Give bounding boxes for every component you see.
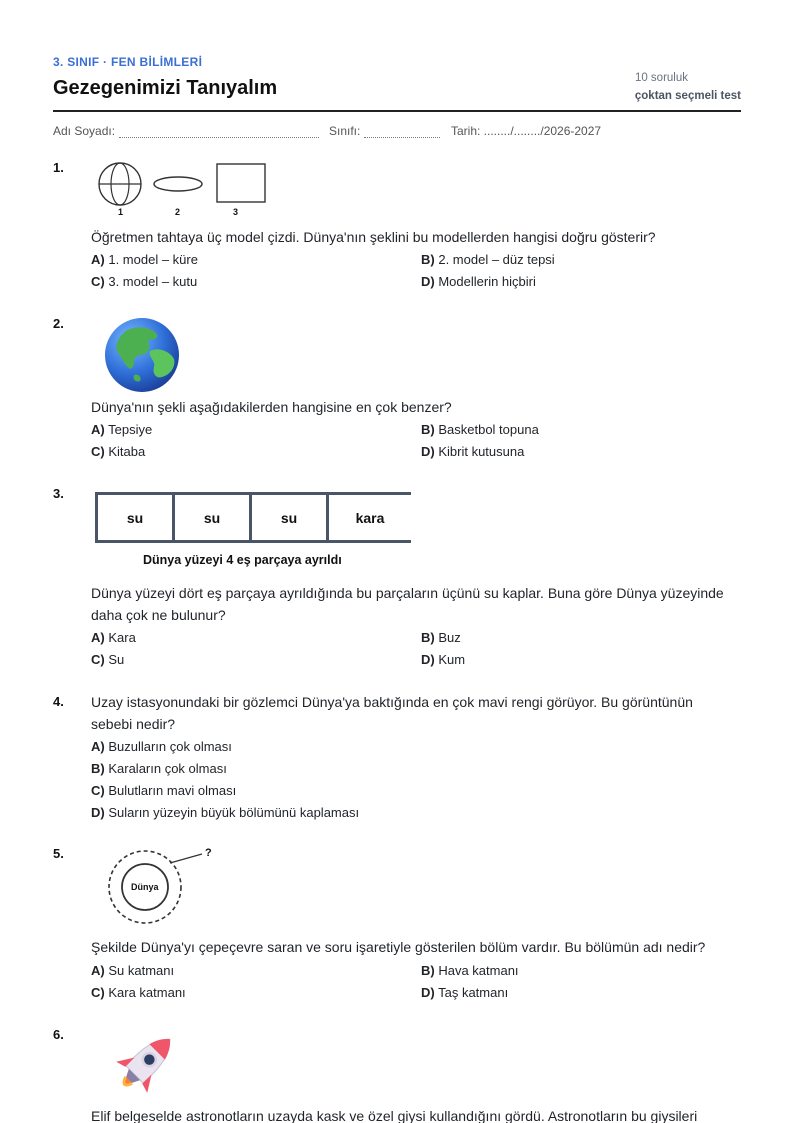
page-title: Gezegenimizi Tanıyalım <box>53 77 278 99</box>
option-c[interactable]: C) Kitaba <box>91 444 146 459</box>
option-c[interactable]: C) 3. model – kutu <box>91 274 198 289</box>
option-a[interactable]: A) Tepsiye <box>91 422 153 437</box>
strip-caption: Dünya yüzeyi 4 eş parçaya ayrıldı <box>143 553 342 567</box>
question-stem: Elif belgeselde astronotların uzayda kask ve özel giysi kullandığını gördü. Astronotların bu giysileri <box>91 1108 698 1123</box>
option-c[interactable]: C) Bulutların mavi olması <box>91 783 237 798</box>
option-d[interactable]: D) Taş katmanı <box>421 985 509 1000</box>
surface-strip <box>95 492 411 543</box>
class-label: Sınıfı: <box>329 124 361 138</box>
question-number: 5. <box>53 846 64 861</box>
date-label: Tarih: ......../......../2026-2027 <box>451 124 602 138</box>
question-count: 10 soruluk <box>634 72 688 84</box>
atmosphere-figure <box>104 845 219 927</box>
flat-disc-model-icon <box>154 177 202 191</box>
question-stem-line2: daha çok ne bulunur? <box>91 607 226 623</box>
option-d[interactable]: D) Modellerin hiçbiri <box>421 274 536 289</box>
question-stem: Dünya'nın şekli aşağıdakilerden hangisine en çok benzer? <box>91 399 452 415</box>
option-b[interactable]: B) Hava katmanı <box>421 963 519 978</box>
option-c[interactable]: C) Su <box>91 652 125 667</box>
option-a[interactable]: A) Buzulların çok olması <box>91 739 232 754</box>
name-blank[interactable] <box>119 128 319 138</box>
option-c[interactable]: C) Kara katmanı <box>91 985 186 1000</box>
date-field[interactable] <box>451 124 601 138</box>
option-a[interactable]: A) Kara <box>91 630 136 645</box>
class-blank[interactable] <box>364 128 440 138</box>
sphere-model-icon <box>99 163 141 205</box>
question-stem-line1: Dünya yüzeyi dört eş parçaya ayrıldığında bu parçaların üçünü su kaplar. Buna göre Dünya yüzeyinde <box>91 585 724 601</box>
figure-label-3: 3 <box>233 207 239 217</box>
earth-label: Dünya <box>131 882 159 892</box>
option-b[interactable]: B) 2. model – düz tepsi <box>421 252 555 267</box>
option-a[interactable]: A) Su katmanı <box>91 963 175 978</box>
strip-cell-water: su <box>175 495 252 540</box>
option-d[interactable]: D) Kum <box>421 652 466 667</box>
pointer-line <box>170 854 202 863</box>
option-a[interactable]: A) 1. model – küre <box>91 252 198 267</box>
figure-label-2: 2 <box>175 207 181 217</box>
question-number: 4. <box>53 694 64 709</box>
strip-cell-water: su <box>252 495 329 540</box>
figure-label-1: 1 <box>118 207 124 217</box>
shape-models-figure <box>95 160 270 210</box>
strip-cell-land: kara <box>355 509 385 526</box>
question-number: 2. <box>53 316 64 331</box>
strip-cell-water: su <box>98 495 175 540</box>
option-b[interactable]: B) Buz <box>421 630 461 645</box>
header-divider <box>53 110 741 112</box>
question-stem: Öğretmen tahtaya üç model çizdi. Dünya'nın şeklini bu modellerden hangisi doğru gösterir? <box>91 229 656 245</box>
grade-subject: 3. SINIF · FEN BİLİMLERİ <box>53 55 203 69</box>
test-type: çoktan seçmeli test <box>634 90 741 102</box>
rocket-icon <box>102 1026 184 1106</box>
question-stem-line2: sebebi nedir? <box>91 716 176 732</box>
name-field[interactable] <box>53 124 319 138</box>
name-label: Adı Soyadı: <box>53 124 116 138</box>
question-stem-line1: Uzay istasyonundaki bir gözlemci Dünya'ya baktığında en çok mavi rengi görüyor. Bu görüntünün <box>91 694 693 710</box>
option-b[interactable]: B) Karaların çok olması <box>91 761 227 776</box>
class-field[interactable] <box>329 124 440 138</box>
option-d[interactable]: D) Kibrit kutusuna <box>421 444 525 459</box>
globe-icon <box>104 317 182 395</box>
option-b[interactable]: B) Basketbol topuna <box>421 422 539 437</box>
option-d[interactable]: D) Suların yüzeyin büyük bölümünü kaplaması <box>91 805 360 820</box>
question-number: 6. <box>53 1027 64 1042</box>
question-mark-label: ? <box>205 847 212 859</box>
box-model-icon <box>217 164 265 202</box>
question-number: 3. <box>53 486 64 501</box>
question-number: 1. <box>53 160 64 175</box>
question-stem: Şekilde Dünya'yı çepeçevre saran ve soru işaretiyle gösterilen bölüm vardır. Bu bölümün adı nedir? <box>91 939 706 955</box>
